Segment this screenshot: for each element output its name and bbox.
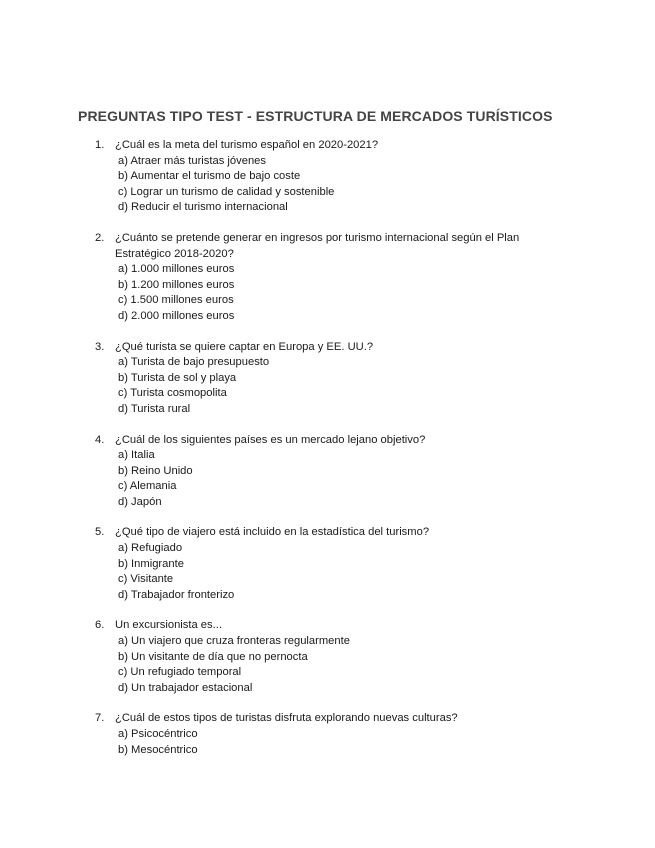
- question-text: ¿Cuál de los siguientes países es un mercado lejano objetivo?: [115, 433, 426, 446]
- answer-option-a: a) Turista de bajo presupuesto: [118, 356, 270, 369]
- answer-option-a: a) Psicocéntrico: [118, 728, 198, 740]
- answer-option-d: d) Trabajador fronterizo: [118, 588, 235, 601]
- question-number: 6.: [95, 619, 105, 632]
- question-text: ¿Cuál es la meta del turismo español en 2020-2021?: [115, 139, 379, 151]
- answer-option-c: c) Visitante: [118, 573, 174, 586]
- document-title: PREGUNTAS TIPO TEST - ESTRUCTURA DE MERCADOS TURÍSTICOS: [78, 108, 553, 124]
- answer-option-b: b) Un visitante de día que no pernocta: [118, 650, 308, 663]
- question-number: 1.: [95, 139, 105, 151]
- question-2: [95, 231, 565, 325]
- answer-options: [95, 541, 565, 603]
- question-5: [95, 525, 565, 603]
- answer-option-c: c) Un refugiado temporal: [118, 666, 242, 679]
- question-list: [95, 138, 565, 773]
- answer-option-c: c) Turista cosmopolita: [118, 387, 227, 400]
- answer-option-b: b) Aumentar el turismo de bajo coste: [118, 170, 301, 183]
- answer-option-d: d) Un trabajador estacional: [118, 681, 253, 694]
- answer-option-b: b) Turista de sol y playa: [118, 371, 237, 384]
- question-3: [95, 340, 565, 418]
- answer-option-a: a) Un viajero que cruza fronteras regularmente: [118, 635, 350, 648]
- answer-option-b: b) 1.200 millones euros: [118, 278, 235, 291]
- answer-option-a: a) 1.000 millones euros: [118, 263, 235, 276]
- question-text: ¿Qué tipo de viajero está incluido en la estadística del turismo?: [115, 526, 430, 539]
- answer-options: [95, 154, 565, 216]
- answer-options: [95, 262, 565, 324]
- question-text: ¿Cuál de estos tipos de turistas disfruta explorando nuevas culturas?: [115, 712, 458, 725]
- question-number: 7.: [95, 712, 105, 725]
- answer-option-a: a) Italia: [118, 449, 155, 462]
- answer-option-a: a) Refugiado: [118, 542, 183, 555]
- answer-option-d: d) Japón: [118, 495, 162, 508]
- answer-options: [95, 634, 565, 696]
- answer-option-c: c) 1.500 millones euros: [118, 294, 234, 307]
- answer-options: [95, 448, 565, 510]
- answer-options: [95, 727, 565, 758]
- question-6: [95, 618, 565, 696]
- question-number: 2.: [95, 231, 105, 244]
- question-text: ¿Qué turista se quiere captar en Europa y EE. UU.?: [115, 340, 374, 353]
- question-number: 4.: [95, 433, 105, 446]
- answer-option-b: b) Reino Unido: [118, 464, 193, 477]
- answer-option-d: d) 2.000 millones euros: [118, 309, 235, 322]
- answer-option-b: b) Inmigrante: [118, 557, 184, 570]
- question-1: [95, 138, 565, 216]
- question-number: 5.: [95, 526, 105, 539]
- question-7: [95, 711, 565, 758]
- answer-option-c: c) Alemania: [118, 480, 177, 493]
- answer-option-d: d) Reducir el turismo internacional: [118, 201, 288, 214]
- question-number: 3.: [95, 340, 105, 353]
- answer-option-a: a) Atraer más turistas jóvenes: [118, 154, 266, 167]
- answer-option-c: c) Lograr un turismo de calidad y sostenible: [118, 185, 335, 198]
- question-4: [95, 433, 565, 511]
- answer-option-b: b) Mesocéntrico: [118, 743, 198, 756]
- question-text: Un excursionista es...: [115, 619, 222, 632]
- question-text: ¿Cuánto se pretende generar en ingresos por turismo internacional según el Plan Estratégico 2018-2020?: [115, 231, 520, 260]
- answer-option-d: d) Turista rural: [118, 402, 191, 415]
- answer-options: [95, 355, 565, 417]
